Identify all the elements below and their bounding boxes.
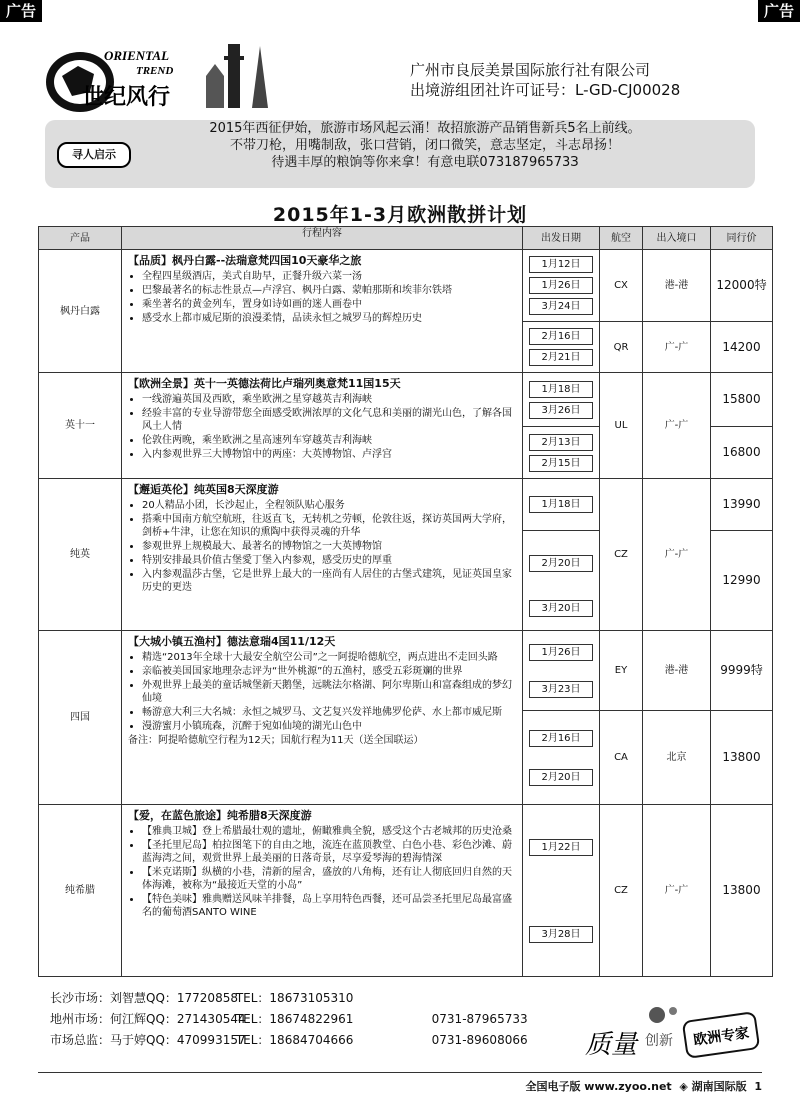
page-title: 2015年1-3月欧洲散拼计划 bbox=[272, 204, 528, 226]
header-price: 同行价 bbox=[711, 227, 773, 250]
entry-port: 港-港 bbox=[643, 631, 711, 711]
product-name: 枫丹白露 bbox=[39, 250, 122, 373]
recruit-badge: 寻人启示 bbox=[57, 142, 131, 168]
departure-date: 2月16日 bbox=[529, 328, 593, 345]
entry-port: 广-广 bbox=[643, 322, 711, 373]
tour-table bbox=[38, 226, 773, 977]
departure-date: 3月28日 bbox=[529, 926, 593, 943]
list-item: • 亲临被美国国家地理杂志评为“世外桃源”的五渔村，感受五彩斑斓的世界 bbox=[142, 665, 516, 678]
departure-date: 3月24日 bbox=[529, 298, 593, 315]
date-cell bbox=[523, 631, 600, 711]
date-cell bbox=[523, 427, 600, 479]
route-title: 【欧洲全景】英十一英德法荷比卢瑞列奥意梵11国15天 bbox=[128, 377, 401, 390]
header-date: 出发日期 bbox=[523, 227, 600, 250]
product-name: 英十一 bbox=[39, 373, 122, 479]
departure-date: 1月26日 bbox=[529, 644, 593, 661]
product-name: 纯希腊 bbox=[39, 805, 122, 977]
route-title: 【大城小镇五渔村】德法意瑞4国11/12天 bbox=[128, 635, 336, 648]
svg-text:TREND: TREND bbox=[136, 65, 174, 77]
price: 14200 bbox=[711, 322, 773, 373]
product-name: 纯英 bbox=[39, 479, 122, 631]
company-name: 广州市良辰美景国际旅行社有限公司 bbox=[410, 61, 651, 79]
license-number: 出境游组团社许可证号：L-GD-CJ00028 bbox=[410, 81, 681, 99]
svg-text:创新: 创新 bbox=[645, 1033, 673, 1049]
table-row bbox=[39, 250, 773, 322]
price: 15800 bbox=[711, 373, 773, 427]
list-item: • 巴黎最著名的标志性景点—卢浮宫、枫丹白露、蒙帕那斯和埃菲尔铁塔 bbox=[142, 284, 516, 297]
list-item: • 【米克诺斯】纵横的小巷，清新的屋舍，盛放的八角梅，还有让人彻底回归自然的天体海滩，被称为“最接近天堂的小岛” bbox=[142, 866, 516, 892]
airline-code: CX bbox=[600, 250, 643, 322]
list-item: • 入内参观温莎古堡，它是世界上最大的一座尚有人居住的古堡式建筑，见证英国皇家历史的更迭 bbox=[142, 568, 516, 594]
table-row bbox=[39, 631, 773, 711]
svg-text:质量: 质量 bbox=[585, 1030, 638, 1060]
list-item: • 搭乘中国南方航空航班，往返直飞，无转机之劳顿，伦敦往返，探访英国两大学府，剑桥+牛津，让您在知识的熏陶中获得灵魂的升华 bbox=[142, 513, 516, 539]
header-airline: 航空 bbox=[600, 227, 643, 250]
list-item: • 全程四星级酒店，美式自助早，正餐升级六菜一汤 bbox=[142, 270, 516, 283]
list-item: • 感受水上都市威尼斯的浪漫柔情，品读永恒之城罗马的辉煌历史 bbox=[142, 312, 516, 325]
table-header-row bbox=[39, 227, 773, 250]
banner-line: 待遇丰厚的粮饷等你来拿！有意电联07318796573З bbox=[271, 155, 579, 170]
page-header bbox=[38, 36, 768, 116]
date-cell bbox=[523, 250, 600, 322]
contact-phone: 0731-87965733 bbox=[431, 1012, 528, 1026]
departure-date: 3月23日 bbox=[529, 681, 593, 698]
itinerary-cell bbox=[122, 250, 523, 373]
departure-date: 3月26日 bbox=[529, 402, 593, 419]
table-row bbox=[39, 479, 773, 531]
entry-port: 港-港 bbox=[643, 250, 711, 322]
contact-tel: TEL：18684704666 bbox=[235, 1033, 354, 1047]
departure-date: 2月20日 bbox=[529, 769, 593, 786]
list-item: • 外观世界上最美的童话城堡新天鹅堡，远眺法尔格湖、阿尔卑斯山和富森组成的梦幻仙境 bbox=[142, 679, 516, 705]
airline-code: CZ bbox=[600, 805, 643, 977]
company-logo bbox=[38, 36, 268, 116]
footer-brand-icon: ◈ bbox=[679, 1080, 688, 1093]
date-cell bbox=[523, 531, 600, 631]
contact-row bbox=[50, 1030, 528, 1051]
product-name: 四国 bbox=[39, 631, 122, 805]
entry-port: 广-广 bbox=[643, 805, 711, 977]
date-cell bbox=[523, 322, 600, 373]
departure-date: 2月21日 bbox=[529, 349, 593, 366]
footer-brand: 湖南国际版 bbox=[691, 1080, 747, 1093]
list-item: • 【圣托里尼岛】柏拉图笔下的自由之地，流连在蓝顶教堂、白色小巷、彩色沙滩、蔚蓝海湾之间，观赏世界上最美丽的日落奇景，尽享爱琴海的碧海情深 bbox=[142, 839, 516, 865]
list-item: • 经验丰富的专业导游带您全面感受欧洲浓厚的文化气息和美丽的湖光山色，了解各国风土人情 bbox=[142, 407, 516, 433]
svg-text:欧洲专家: 欧洲专家 bbox=[692, 1025, 751, 1049]
date-cell bbox=[523, 479, 600, 531]
airline-code: CZ bbox=[600, 479, 643, 631]
footer-site: 全国电子版 www.zyoo.net bbox=[525, 1080, 672, 1093]
route-title: 【爱，在蓝色旅途】纯希腊8天深度游 bbox=[128, 809, 312, 822]
header-product: 产品 bbox=[39, 227, 122, 250]
departure-date: 2月13日 bbox=[529, 434, 593, 451]
list-item: • 一线游遍英国及西欧，乘坐欧洲之星穿越英吉利海峡 bbox=[142, 393, 516, 406]
departure-date: 2月20日 bbox=[529, 555, 593, 572]
entry-port: 广-广 bbox=[643, 479, 711, 631]
price: 13990 bbox=[711, 479, 773, 531]
departure-date: 1月12日 bbox=[529, 256, 593, 273]
departure-date: 1月18日 bbox=[529, 381, 593, 398]
price: 16800 bbox=[711, 427, 773, 479]
price: 12000特 bbox=[711, 250, 773, 322]
route-title: 【邂逅英伦】纯英国8天深度游 bbox=[128, 483, 279, 496]
contact-row bbox=[50, 1009, 528, 1030]
recruit-banner bbox=[45, 120, 755, 188]
itinerary-cell bbox=[122, 373, 523, 479]
header-port: 出入境口 bbox=[643, 227, 711, 250]
list-item: • 乘坐著名的黄金列车，置身如诗如画的迷人画卷中 bbox=[142, 298, 516, 311]
svg-text:ORIENTAL: ORIENTAL bbox=[104, 48, 170, 63]
departure-date: 3月20日 bbox=[529, 600, 593, 617]
itinerary-cell bbox=[122, 631, 523, 805]
price: 9999特 bbox=[711, 631, 773, 711]
departure-date: 1月22日 bbox=[529, 839, 593, 856]
route-note: 备注：阿提哈德航空行程为12天；国航行程为11天（送全国联运） bbox=[128, 735, 424, 746]
contact-tel: TEL：18674822961 bbox=[235, 1012, 354, 1026]
right-ad-tag: 广告 bbox=[758, 0, 800, 22]
contact-row bbox=[50, 988, 528, 1009]
price: 13800 bbox=[711, 711, 773, 805]
list-item: • 入内参观世界三大博物馆中的两座：大英博物馆、卢浮宫 bbox=[142, 448, 516, 461]
contact-phone: 0731-89608066 bbox=[431, 1033, 528, 1047]
left-ad-tag: 广告 bbox=[0, 0, 42, 22]
list-item: • 畅游意大利三大名城：永恒之城罗马、文艺复兴发祥地佛罗伦萨、水上都市威尼斯 bbox=[142, 706, 516, 719]
company-info bbox=[410, 60, 680, 100]
itinerary-cell bbox=[122, 479, 523, 631]
route-title: 【品质】枫丹白露--法瑞意梵四国10天豪华之旅 bbox=[128, 254, 362, 267]
departure-date: 2月16日 bbox=[529, 730, 593, 747]
contact-list bbox=[50, 988, 528, 1051]
contact-name: 地州市场：何江辉QQ：271430544 bbox=[50, 1012, 246, 1026]
banner-line: 2015年西征伊始，旅游市场风起云涌！故招旅游产品销售新兵5名上前线。 bbox=[209, 121, 641, 136]
date-cell bbox=[523, 805, 600, 977]
list-item: • 伦敦住两晚，乘坐欧洲之星高速列车穿越英吉利海峡 bbox=[142, 434, 516, 447]
footer-divider bbox=[38, 1072, 762, 1073]
table-row bbox=[39, 373, 773, 427]
departure-date: 1月26日 bbox=[529, 277, 593, 294]
contact-name: 市场总监：马于婷QQ：470993157 bbox=[50, 1033, 246, 1047]
airline-code: UL bbox=[600, 373, 643, 479]
svg-text:世纪风行: 世纪风行 bbox=[82, 84, 171, 110]
list-item: • 【特色美味】雅典赠送风味羊排餐，岛上享用特色西餐，还可品尝圣托里尼岛最富盛名的葡萄酒SANTO WINE bbox=[142, 893, 516, 919]
table-row bbox=[39, 805, 773, 977]
entry-port: 北京 bbox=[643, 711, 711, 805]
list-item: • 特别安排最具价值古堡愛丁堡入内参观，感受历史的厚重 bbox=[142, 554, 516, 567]
date-cell bbox=[523, 373, 600, 427]
departure-date: 2月15日 bbox=[529, 455, 593, 472]
price: 12990 bbox=[711, 531, 773, 631]
entry-port: 广-广 bbox=[643, 373, 711, 479]
list-item: • 参观世界上规模最大、最著名的博物馆之一大英博物馆 bbox=[142, 540, 516, 553]
page-number: 1 bbox=[754, 1080, 762, 1093]
list-item: • 20人精品小团，长沙起止，全程领队贴心服务 bbox=[142, 499, 516, 512]
date-cell bbox=[523, 711, 600, 805]
contact-tel: TEL：18673105310 bbox=[235, 991, 354, 1005]
price: 13800 bbox=[711, 805, 773, 977]
quality-stamp bbox=[565, 1005, 765, 1063]
banner-line: 不带刀枪，用嘴制敌，张口营销，闭口微笑，意志坚定，斗志昂扬！ bbox=[229, 138, 620, 153]
page-footer bbox=[525, 1078, 762, 1094]
departure-date: 1月18日 bbox=[529, 496, 593, 513]
airline-code: CA bbox=[600, 711, 643, 805]
header-itinerary: 行程内容 bbox=[122, 227, 523, 250]
list-item: • 精选“2013年全球十大最安全航空公司”之一阿提哈德航空，两点进出不走回头路 bbox=[142, 651, 516, 664]
airline-code: QR bbox=[600, 322, 643, 373]
list-item: • 漫游蜜月小镇琉森，沉醉于宛如仙境的湖光山色中 bbox=[142, 720, 516, 733]
airline-code: EY bbox=[600, 631, 643, 711]
list-item: • 【雅典卫城】登上希腊最壮观的遗址，俯瞰雅典全貌，感受这个古老城邦的历史沧桑 bbox=[142, 825, 516, 838]
contact-name: 长沙市场：刘智慧QQ：17720858 bbox=[50, 991, 238, 1005]
itinerary-cell bbox=[122, 805, 523, 977]
